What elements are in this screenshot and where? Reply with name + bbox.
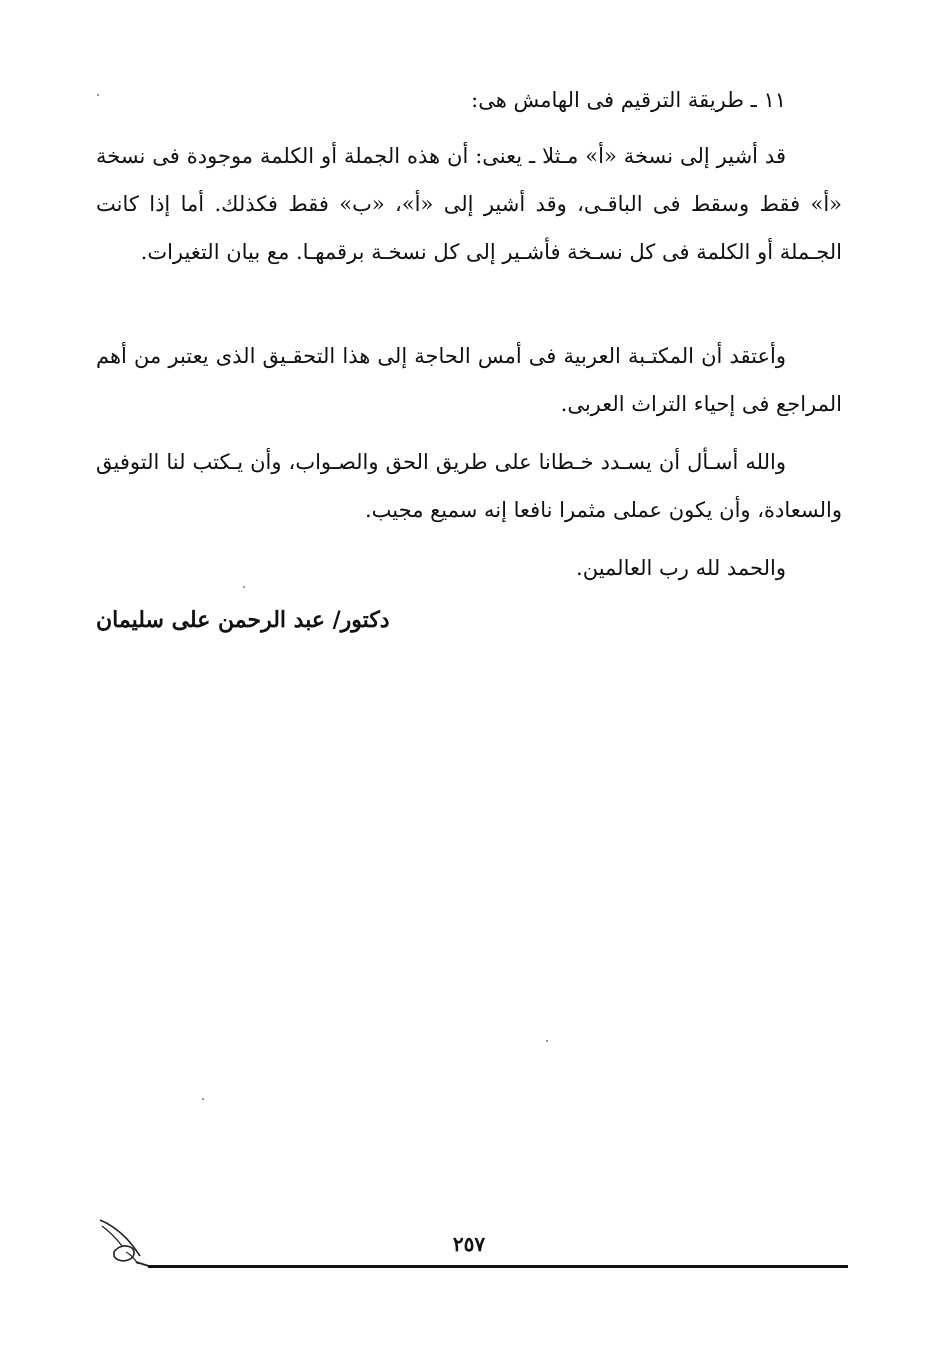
- scan-speck: [243, 586, 245, 588]
- paragraph-text: وأعتقد أن المكتـبة العربية فى أمس الحاجة إلى هذا التحقـيق الذى يعتبر من أهم المراجع فى إحياء التراث العربى.: [96, 344, 842, 416]
- paragraph-3: [96, 438, 842, 534]
- paragraph-4: [96, 544, 842, 592]
- author-signature: دكتور/ عبد الرحمن على سليمان: [96, 607, 390, 633]
- scan-speck: [202, 1098, 204, 1100]
- paragraph-text: قد أشير إلى نسخة «أ» مـثلا ـ يعنى: أن هذه الجملة أو الكلمة موجودة فى نسخة «أ» فقط وسقط فى الباقـى، وقد أشير إلى «أ»، «ب» فقط فكذلك. أما إذا كانت الجـملة أو الكلمة فى كل نسـخة فأشـير إلى كل نسخـة برقمهـا. مع بيان التغيرات.: [96, 144, 842, 264]
- footer-divider: [148, 1265, 848, 1268]
- paragraph-2: [96, 332, 842, 428]
- paragraph-text: والحمد لله رب العالمين.: [576, 556, 786, 580]
- paragraph-text: والله أسـأل أن يسـدد خـطانا على طريق الحق والصـواب، وأن يـكتب لنا التوفيق والسعادة، وأن يكون عملى مثمرا نافعا إنه سميع مجيب.: [96, 450, 842, 522]
- scan-speck: [97, 94, 99, 96]
- scan-speck: [546, 1040, 548, 1042]
- page-number: ٢٥٧: [452, 1232, 486, 1256]
- paragraph-1: [96, 132, 842, 276]
- list-item-heading: ١١ ـ طريقة الترقيم فى الهامش هى:: [471, 88, 786, 112]
